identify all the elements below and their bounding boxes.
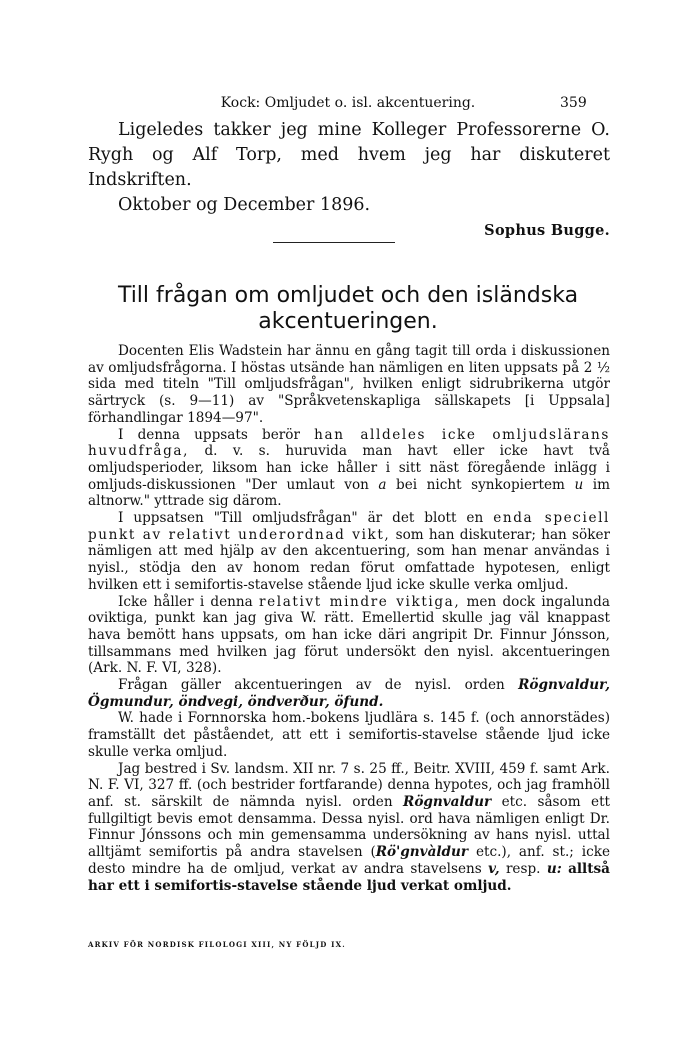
paragraph-3 — [88, 510, 610, 594]
page-number: 359 — [560, 95, 587, 111]
article-body — [88, 343, 610, 894]
p7-word-accented: Rö'gnvàldur — [375, 844, 469, 861]
paragraph-2 — [88, 427, 610, 511]
acknowledgement-text: Ligeledes takker jeg mine Kolleger Professorerne O. Rygh og Alf Torp, med hvem jeg har diskuteret Indskriften. — [88, 120, 610, 190]
acknowledgement-date: Oktober og December 1896. — [118, 195, 371, 215]
p2-text-b: d. v. s. huruvida man havt eller icke havt två omljudsperioder, liksom han icke håller i sitt näst föregående inlägg i omljuds-diskussionen "Der umlaut von — [88, 443, 610, 493]
p2-text-f: im altnorw." yttrade sig därom. — [88, 476, 610, 510]
p2-italic-a: a — [378, 476, 387, 493]
p7-word-rognvaldur: Rögnvaldur — [403, 793, 492, 810]
paragraph-6: W. hade i Fornnorska hom.-bokens ljudlära s. 145 f. (och annorstädes) framställt det påståendet, att ett i semifortis-stavelse stående ljud icke skulle verka omljud. — [88, 710, 610, 760]
p7-letter-u: u: — [546, 860, 562, 877]
paragraph-1: Docenten Elis Wadstein har ännu en gång tagit till orda i diskussionen av omljudsfrågorna. I höstas utsände han nämligen en liten uppsats på 2 ½ sida med titeln "Till omljudsfrågan", hvilken enligt sidrubrikerna utgör särtryck (s. 9—11) av "Språkvetenskapliga sällskapets [i Uppsala] förhandlingar 1894—97". — [88, 343, 610, 426]
p7-letter-v: v, — [488, 860, 500, 877]
p2-text-a: I denna uppsats berör — [118, 426, 300, 443]
p5-text-a: Frågan gäller akcentueringen av de nyisl. orden — [118, 677, 505, 694]
section-divider — [273, 242, 395, 243]
article-title: Till frågan om omljudet och den isländska akcentueringen. — [117, 283, 579, 334]
p3-spaced-text: enda speciell punkt av relativt underordnad vikt, — [88, 510, 610, 543]
p5-words: Rögnvaldur, Ögmundur, öndvegi, öndverður, öfund. — [88, 677, 610, 710]
p3-text-a: I uppsatsen "Till omljudsfrågan" är det blott en — [118, 510, 484, 527]
p7-text-d: resp. — [505, 860, 541, 877]
p4-spaced-text: relativt mindre viktiga, — [259, 593, 461, 610]
paragraph-4 — [88, 594, 610, 678]
running-header: Kock: Omljudet o. isl. akcentuering. — [220, 95, 476, 111]
p4-text-a: Icke håller i denna — [118, 593, 253, 610]
p2-spaced-text: han alldeles icke omljudslärans huvudfråga, — [88, 426, 610, 460]
acknowledgement-section — [88, 118, 610, 243]
p7-text-c: etc.), anf. st.; icke desto mindre ha de omljud, verkat av andra stavelsens — [88, 844, 610, 877]
paragraph-7 — [88, 761, 610, 895]
p3-text-b: som han diskuterar; han söker nämligen att med hjälp av den akcentuering, som han menar användas i nyisl., stödja den av honom redan förut omfattade hypotesen, enligt hvilken ett i semifortis-stavelse stående ljud icke skulle verka omljud. — [88, 526, 610, 593]
signature: Sophus Bugge. — [484, 222, 610, 239]
p2-italic-u: u — [574, 476, 584, 493]
p2-text-d: bei nicht synkopiertem — [396, 476, 565, 493]
journal-footer: ARKIV FÖR NORDISK FILOLOGI XIII, NY FÖLJD IX. — [88, 940, 346, 949]
paragraph-5 — [88, 677, 610, 710]
p4-text-b: men dock ingalunda oviktiga, punkt kan jag giva W. rätt. Emellertid skulle jag väl knappast hava bemött hans uppsats, om han icke däri angripit Dr. Finnur Jónsson, tillsammans med hvilken jag förut undersökt den nyisl. akcentueringen (Ark. N. F. VI, 328). — [88, 593, 610, 677]
p7-text-a: Jag bestred i Sv. landsm. XII nr. 7 s. 25 ff., Beitr. XVIII, 459 f. samt Ark. N. F. VI, 327 ff. (och bestrider fortfarande) denna hypotes, och jag framhöll anf. st. särskilt de nämnda nyisl. orden — [88, 760, 610, 810]
p7-text-b: etc. såsom ett fullgiltigt bevis emot densamma. Dessa nyisl. ord hava nämligen enligt Dr. Finnur Jónssons och min gemensamma undersökning av hans nyisl. uttal alltjämt semifortis på andra stavelsen ( — [88, 793, 610, 861]
p7-text-e: alltså har ett i semifortis-stavelse stående ljud verkat omljud. — [88, 860, 610, 894]
